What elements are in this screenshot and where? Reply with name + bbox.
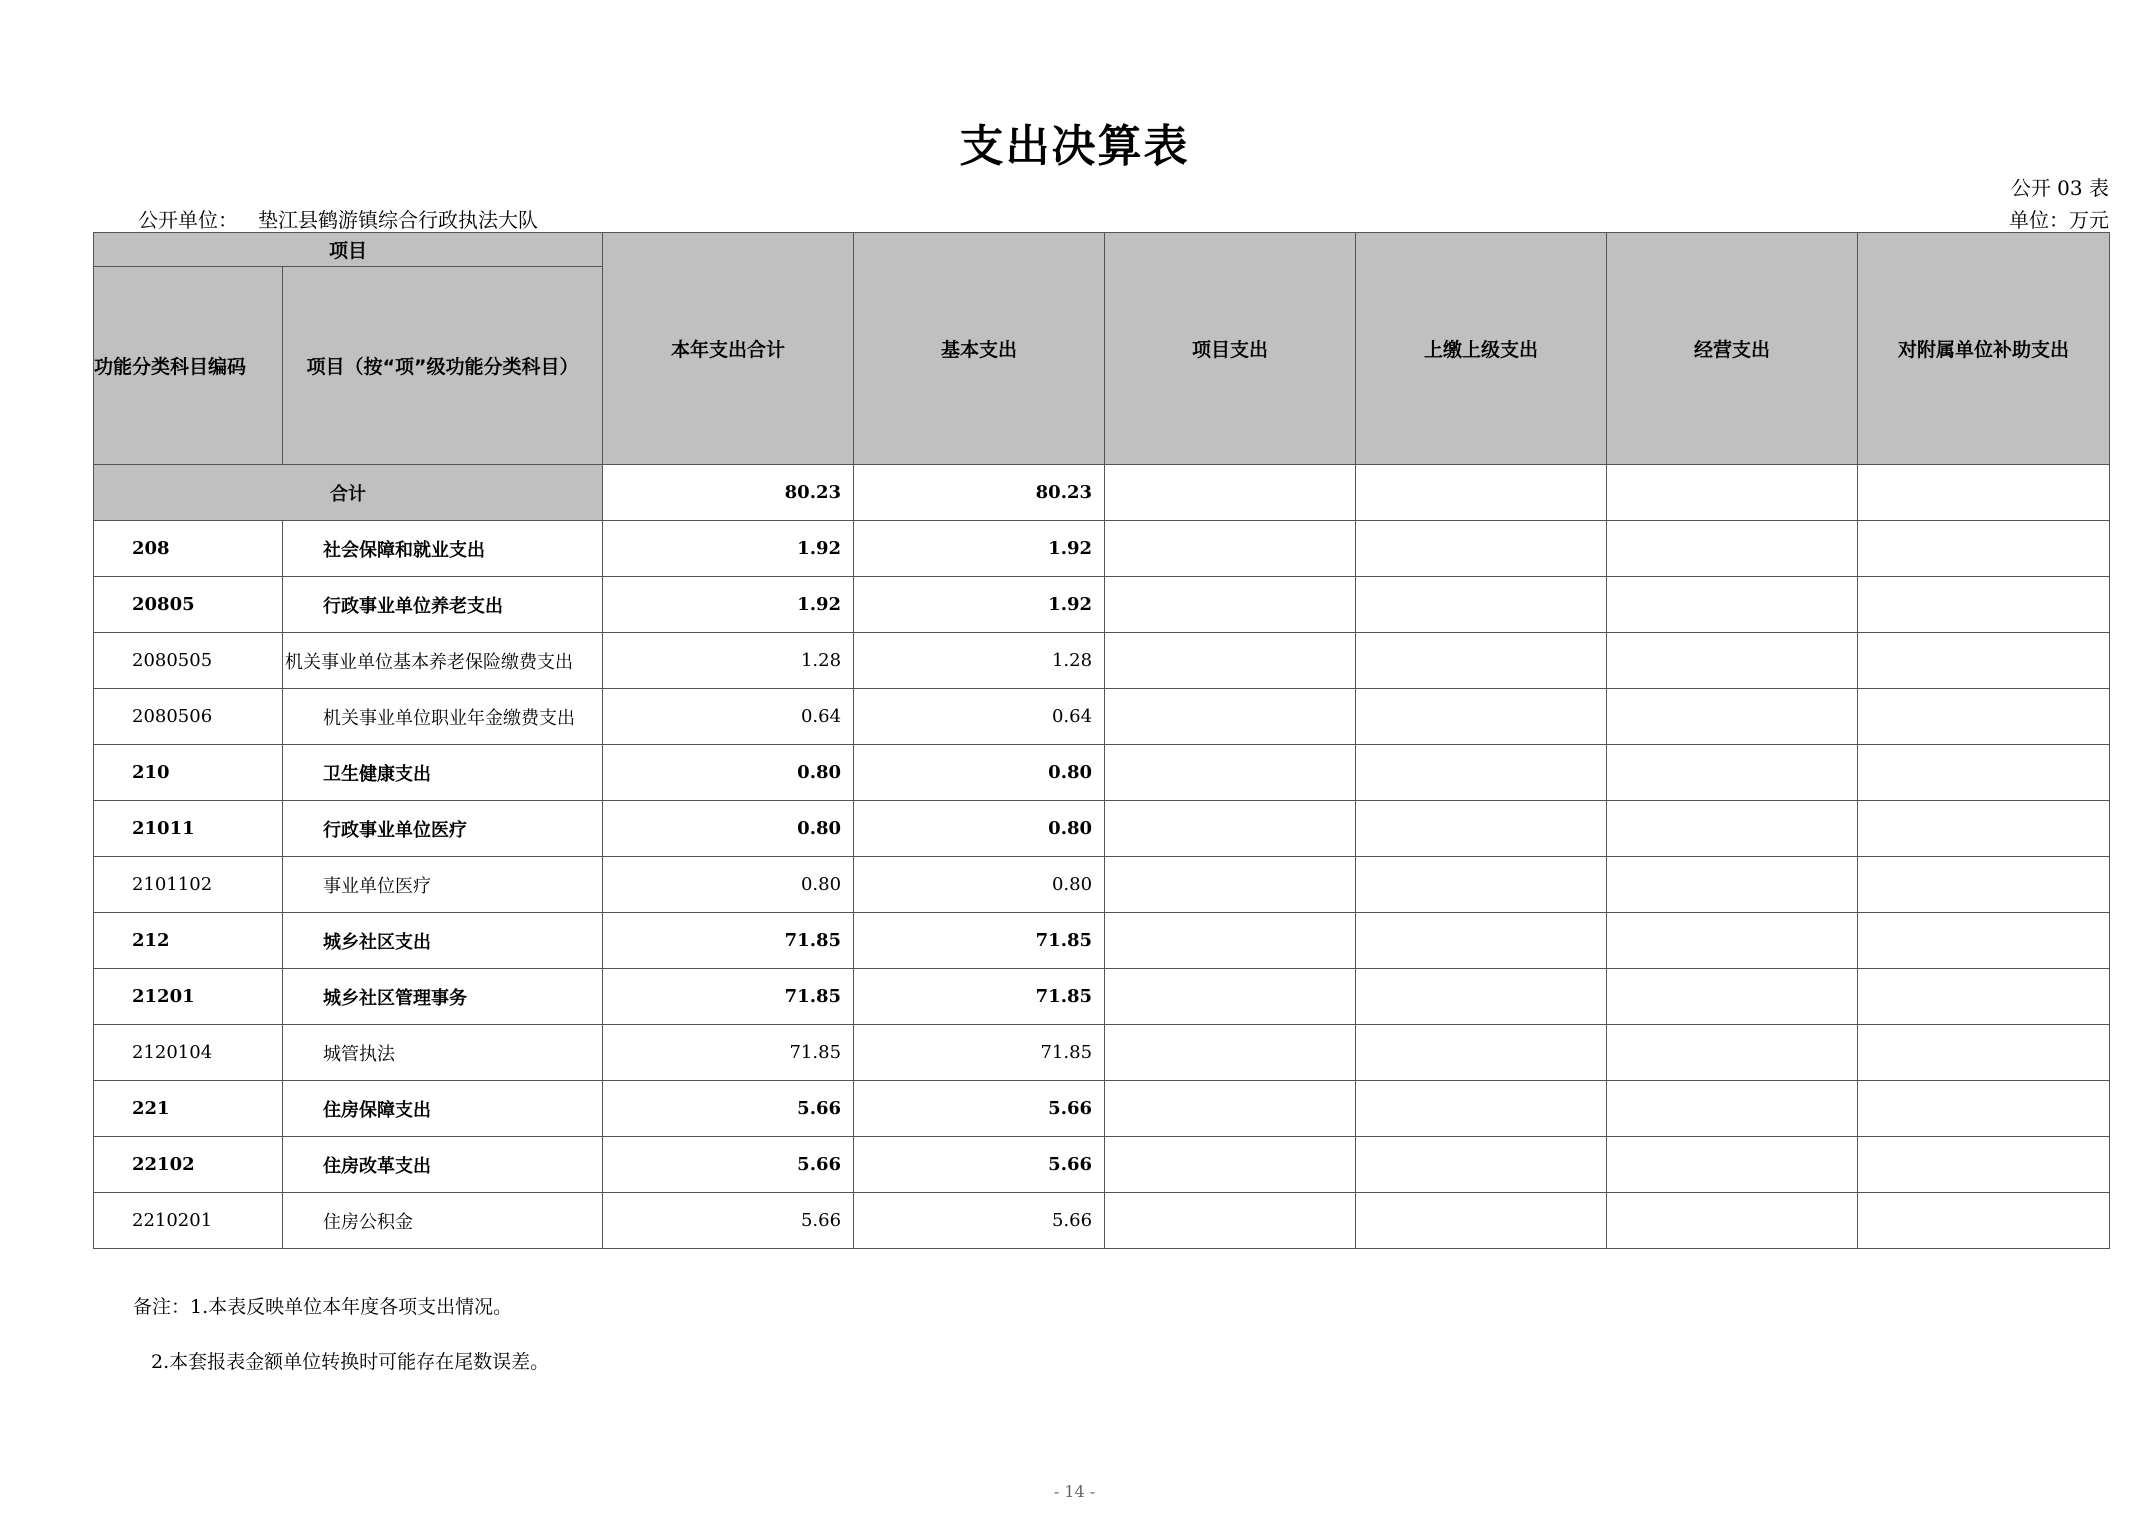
row-upper-cell [1356, 913, 1607, 969]
row-subsidy-cell [1858, 1137, 2110, 1193]
reporting-unit [138, 204, 538, 233]
row-code: 22102 [94, 1137, 283, 1193]
row-total: 1.92 [603, 521, 854, 577]
row-upper-cell [1356, 1193, 1607, 1249]
table-row [94, 857, 2110, 913]
row-code: 20805 [94, 577, 283, 633]
row-project-cell [1105, 689, 1356, 745]
row-subsidy-cell [1858, 745, 2110, 801]
total-amount: 80.23 [603, 465, 854, 521]
row-code: 21011 [94, 801, 283, 857]
total-basic: 80.23 [854, 465, 1105, 521]
row-basic: 71.85 [854, 969, 1105, 1025]
header-project-expenditure: 项目支出 [1105, 233, 1356, 465]
row-code: 221 [94, 1081, 283, 1137]
row-project-cell [1105, 1137, 1356, 1193]
row-code: 21201 [94, 969, 283, 1025]
row-upper-cell [1356, 521, 1607, 577]
table-row [94, 745, 2110, 801]
table-row [94, 689, 2110, 745]
row-subsidy-cell [1858, 801, 2110, 857]
row-upper-cell [1356, 1081, 1607, 1137]
row-total: 5.66 [603, 1137, 854, 1193]
row-code: 210 [94, 745, 283, 801]
row-business-cell [1607, 857, 1858, 913]
row-basic: 0.80 [854, 745, 1105, 801]
header-upper-remittance: 上缴上级支出 [1356, 233, 1607, 465]
row-basic: 0.80 [854, 801, 1105, 857]
row-code: 2210201 [94, 1193, 283, 1249]
row-basic: 71.85 [854, 1025, 1105, 1081]
row-total: 71.85 [603, 913, 854, 969]
row-code: 2101102 [94, 857, 283, 913]
total-subsidy-cell [1858, 465, 2110, 521]
row-name: 城乡社区支出 [283, 913, 603, 969]
row-upper-cell [1356, 577, 1607, 633]
expenditure-table [93, 232, 2110, 1249]
row-name: 城管执法 [283, 1025, 603, 1081]
row-business-cell [1607, 577, 1858, 633]
row-project-cell [1105, 745, 1356, 801]
row-upper-cell [1356, 1137, 1607, 1193]
table-row [94, 521, 2110, 577]
row-subsidy-cell [1858, 857, 2110, 913]
table-row [94, 577, 2110, 633]
row-total: 1.92 [603, 577, 854, 633]
row-name: 事业单位医疗 [283, 857, 603, 913]
row-code: 2120104 [94, 1025, 283, 1081]
header-business: 经营支出 [1607, 233, 1858, 465]
notes [133, 1280, 549, 1390]
row-business-cell [1607, 689, 1858, 745]
note-line-2: 2.本套报表金额单位转换时可能存在尾数误差。 [151, 1351, 550, 1373]
row-total: 5.66 [603, 1193, 854, 1249]
row-basic: 1.92 [854, 577, 1105, 633]
header-code: 功能分类科目编码 [94, 267, 283, 465]
row-business-cell [1607, 1025, 1858, 1081]
unit-label: 公开单位： [138, 208, 238, 232]
row-business-cell [1607, 521, 1858, 577]
header-subsidy: 对附属单位补助支出 [1858, 233, 2110, 465]
row-business-cell [1607, 633, 1858, 689]
row-total: 71.85 [603, 1025, 854, 1081]
row-upper-cell [1356, 745, 1607, 801]
row-total: 0.64 [603, 689, 854, 745]
total-business-cell [1607, 465, 1858, 521]
row-name: 机关事业单位职业年金缴费支出 [283, 689, 603, 745]
row-project-cell [1105, 1193, 1356, 1249]
row-subsidy-cell [1858, 1025, 2110, 1081]
header-total: 本年支出合计 [603, 233, 854, 465]
row-subsidy-cell [1858, 689, 2110, 745]
row-project-cell [1105, 857, 1356, 913]
row-project-cell [1105, 913, 1356, 969]
row-project-cell [1105, 801, 1356, 857]
row-name: 城乡社区管理事务 [283, 969, 603, 1025]
row-basic: 1.92 [854, 521, 1105, 577]
row-upper-cell [1356, 633, 1607, 689]
row-business-cell [1607, 969, 1858, 1025]
row-name: 住房保障支出 [283, 1081, 603, 1137]
row-project-cell [1105, 521, 1356, 577]
table-row [94, 801, 2110, 857]
row-subsidy-cell [1858, 521, 2110, 577]
row-subsidy-cell [1858, 969, 2110, 1025]
note-line-1: 备注：1.本表反映单位本年度各项支出情况。 [133, 1296, 513, 1318]
row-name: 社会保障和就业支出 [283, 521, 603, 577]
table-row [94, 969, 2110, 1025]
row-name: 机关事业单位基本养老保险缴费支出 [283, 633, 603, 689]
row-code: 208 [94, 521, 283, 577]
row-upper-cell [1356, 689, 1607, 745]
form-number: 公开 03 表 [2010, 176, 2109, 200]
row-business-cell [1607, 1081, 1858, 1137]
row-name: 住房公积金 [283, 1193, 603, 1249]
row-total: 5.66 [603, 1081, 854, 1137]
row-project-cell [1105, 1025, 1356, 1081]
table-row [94, 913, 2110, 969]
header-basic: 基本支出 [854, 233, 1105, 465]
total-row [94, 465, 2110, 521]
row-total: 0.80 [603, 857, 854, 913]
table-row [94, 1137, 2110, 1193]
header-project: 项目 [94, 233, 603, 267]
total-label: 合计 [94, 465, 603, 521]
row-basic: 0.80 [854, 857, 1105, 913]
row-subsidy-cell [1858, 1193, 2110, 1249]
row-project-cell [1105, 1081, 1356, 1137]
row-upper-cell [1356, 857, 1607, 913]
page-number: - 14 - [1053, 1482, 1096, 1501]
row-total: 71.85 [603, 969, 854, 1025]
row-subsidy-cell [1858, 633, 2110, 689]
row-subsidy-cell [1858, 913, 2110, 969]
row-business-cell [1607, 801, 1858, 857]
table-row [94, 1193, 2110, 1249]
table-row [94, 633, 2110, 689]
unit-name: 垫江县鹤游镇综合行政执法大队 [258, 208, 538, 232]
row-business-cell [1607, 1137, 1858, 1193]
row-basic: 5.66 [854, 1137, 1105, 1193]
total-project-cell [1105, 465, 1356, 521]
row-code: 212 [94, 913, 283, 969]
report-title: 支出决算表 [959, 121, 1190, 172]
header-name: 项目（按“项”级功能分类科目） [283, 267, 603, 465]
row-business-cell [1607, 913, 1858, 969]
row-basic: 71.85 [854, 913, 1105, 969]
row-code: 2080506 [94, 689, 283, 745]
row-project-cell [1105, 577, 1356, 633]
row-subsidy-cell [1858, 577, 2110, 633]
row-upper-cell [1356, 801, 1607, 857]
row-total: 1.28 [603, 633, 854, 689]
table-row [94, 1025, 2110, 1081]
row-total: 0.80 [603, 745, 854, 801]
row-upper-cell [1356, 969, 1607, 1025]
row-upper-cell [1356, 1025, 1607, 1081]
table-row [94, 1081, 2110, 1137]
row-basic: 5.66 [854, 1081, 1105, 1137]
row-basic: 0.64 [854, 689, 1105, 745]
row-total: 0.80 [603, 801, 854, 857]
row-basic: 1.28 [854, 633, 1105, 689]
row-name: 行政事业单位养老支出 [283, 577, 603, 633]
row-business-cell [1607, 1193, 1858, 1249]
row-basic: 5.66 [854, 1193, 1105, 1249]
row-project-cell [1105, 969, 1356, 1025]
row-project-cell [1105, 633, 1356, 689]
money-unit: 单位：万元 [2009, 208, 2109, 232]
row-name: 行政事业单位医疗 [283, 801, 603, 857]
total-upper-cell [1356, 465, 1607, 521]
row-business-cell [1607, 745, 1858, 801]
row-code: 2080505 [94, 633, 283, 689]
row-subsidy-cell [1858, 1081, 2110, 1137]
row-name: 卫生健康支出 [283, 745, 603, 801]
row-name: 住房改革支出 [283, 1137, 603, 1193]
